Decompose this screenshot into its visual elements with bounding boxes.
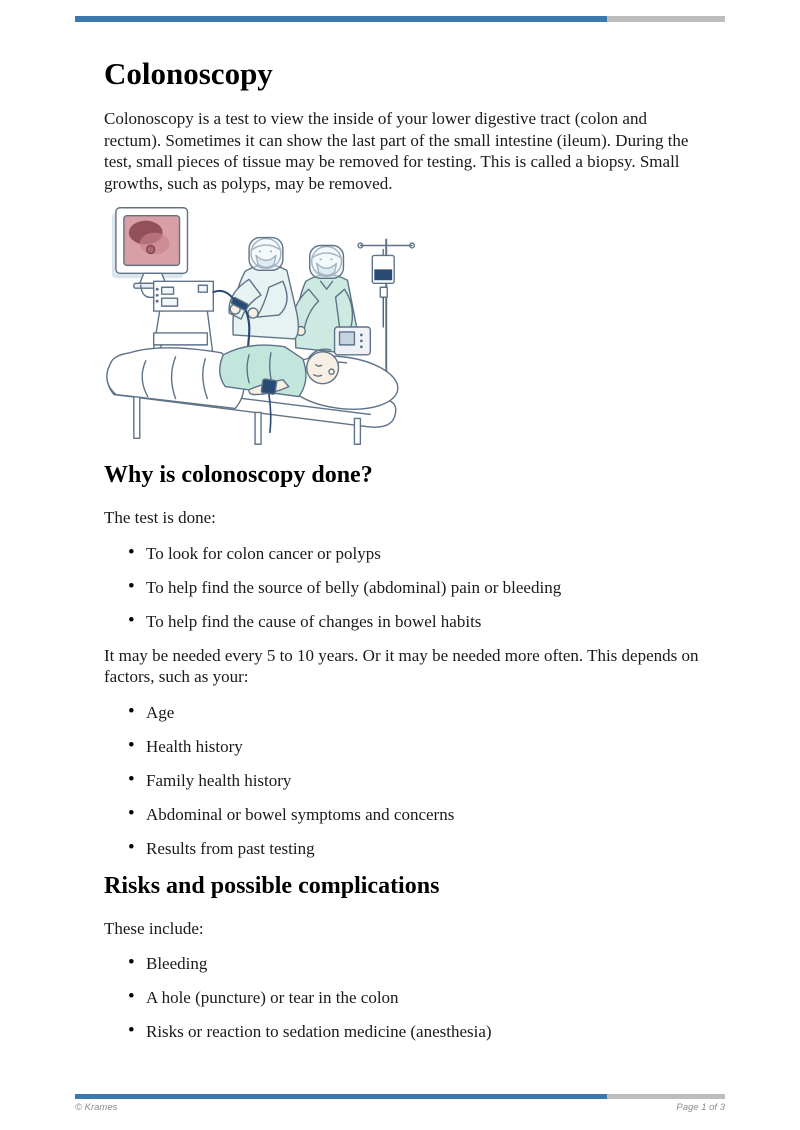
top-rule-gray-segment [607,16,725,22]
risks-lead-text: These include: [104,918,204,938]
footer-rule-gray-segment [607,1094,725,1099]
top-rule-blue-segment [75,16,607,22]
intro-paragraph: Colonoscopy is a test to view the inside of your lower digestive tract (colon and rectum). Sometimes it can show the last part of the small intestine (ileum). During the test, small pieces of tissue may be removed for testing. This is called a biopsy. Small growths, such as polyps, may be removed. [104,109,689,193]
why-bullet-list [104,543,700,633]
copyright: © Krames [75,1102,118,1113]
colonoscopy-illustration [104,205,422,447]
list-item: • To help find the source of belly (abdominal) pain or bleeding [104,577,700,599]
section-heading-why: Why is colonoscopy done? [104,462,373,488]
footer-row [75,1102,725,1113]
section-heading-risks: Risks and possible complications [104,872,440,899]
clinician-left [213,238,298,339]
list-item: • A hole (puncture) or tear in the colon [104,987,700,1009]
list-item: • Health history [104,736,700,758]
list-item: • Results from past testing [104,838,700,860]
page-title: Colonoscopy [104,56,273,91]
list-item: • To look for colon cancer or polyps [104,543,700,565]
footer-rule-blue-segment [75,1094,607,1099]
list-item: • Age [104,702,700,724]
list-item: • To help find the cause of changes in bowel habits [104,611,700,633]
document-body [104,56,700,1055]
list-item: • Family health history [104,770,700,792]
colonoscopy-procedure-scene [104,205,422,447]
list-item: • Risks or reaction to sedation medicine (anesthesia) [104,1021,700,1043]
endoscopy-monitor [112,208,188,288]
risks-bullet-list [104,953,700,1043]
pole-monitor-device [335,327,371,355]
factors-bullet-list [104,702,700,860]
list-item: • Bleeding [104,953,700,975]
page-footer [75,1094,725,1113]
why-lead-text: The test is done: [104,508,216,527]
list-item: • Abdominal or bowel symptoms and concerns [104,804,700,826]
frequency-paragraph: It may be needed every 5 to 10 years. Or it may be needed more often. This depends on factors, such as your: [104,645,699,686]
page-number: Page 1 of 3 [676,1102,725,1113]
footer-rule [75,1094,725,1099]
top-rule [75,16,725,22]
